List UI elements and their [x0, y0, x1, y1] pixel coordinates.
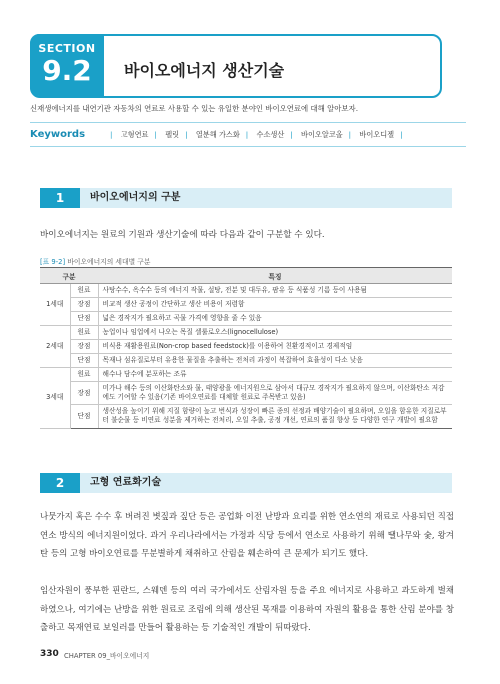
body-paragraph: 나뭇가지 혹은 수수 후 버려진 볏짚과 짚단 등은 공업화 이전 난방과 요리를 위한 연소연의 재료로 사용되던 직접 연소 방식의 에너지원이었다. 과거 우리나라에서는 가정과 식당 등에서 연소로 사용하기 위해 땔나무와 숯, 왕겨탄 등의 고형 바이오연료를 무분별하게 채취하고 산림을 훼손하여 큰 문제가 되기도 했다. — [40, 512, 454, 559]
category-cell: 단점 — [70, 405, 98, 428]
table-header-cell: 구분 — [40, 268, 98, 284]
section-heading-number: 2 — [40, 473, 80, 493]
table-caption — [40, 256, 150, 266]
feature-cell: 생산성을 높이기 위해 지질 함량이 높고 번식과 성장이 빠른 종의 선정과 배양기술이 필요하며, 오일을 함유한 지질로부터 불순물 등 비연료 성분을 제거하는 전처리, 오일 추출, 공정 개선, 연료의 품질 향상 등 다양한 연구 개발이 필요함 — [98, 405, 452, 428]
table-row — [40, 312, 452, 326]
generation-table — [40, 267, 452, 429]
keyword-item: 바이오디젤 — [359, 130, 395, 139]
keyword-item: 열분해 가스화 — [195, 130, 240, 139]
keyword-item: 펠릿 — [165, 130, 180, 139]
generation-cell: 3세대 — [40, 368, 70, 428]
table-row — [40, 368, 452, 382]
section-heading-1 — [40, 188, 452, 208]
section-heading-number: 1 — [40, 188, 80, 208]
category-cell: 장점 — [70, 298, 98, 312]
category-cell: 단점 — [70, 312, 98, 326]
keyword-item: 수소생산 — [256, 130, 285, 139]
page-title: 바이오에너지 생산기술 — [124, 61, 285, 80]
section-heading-2 — [40, 473, 452, 493]
feature-cell: 비식용 재활용원료(Non-crop based feedstock)를 이용하여 친환경적이고 경제적임 — [98, 340, 452, 354]
feature-cell: 목재나 섬유질로부터 유용한 물질을 추출하는 전처리 과정이 복잡하여 효율성이 다소 낮음 — [98, 354, 452, 368]
section-number-tab — [30, 34, 104, 96]
feature-cell: 비교적 생산 공정이 간단하고 생산 비용이 저렴함 — [98, 298, 452, 312]
divider — [30, 122, 466, 123]
table-header-cell: 특징 — [98, 268, 452, 284]
keyword-item: 고형연료 — [120, 130, 149, 139]
category-cell: 원료 — [70, 326, 98, 340]
feature-cell: 넓은 경작지가 필요하고 곡물 가격에 영향을 줄 수 있음 — [98, 312, 452, 326]
section-heading-title: 바이오에너지의 구분 — [90, 192, 181, 203]
keywords-label: Keywords — [30, 129, 86, 140]
table-row — [40, 382, 452, 405]
table-caption-text: 바이오에너지의 세대별 구분 — [67, 258, 151, 266]
body-paragraph: 임산자원이 풍부한 핀란드, 스웨덴 등의 여러 국가에서도 산림자원 등을 주요 에너지로 사용하고 과도하게 벌채하였으나, 여기에는 난방을 위한 원료로 조림에 의해 생산된 목재를 이용하여 자원의 활용을 통한 산림 분야를 창출하고 목재연료 보일러를 만들어 활용하는 등 기술적인 개발이 뒤따랐다. — [40, 586, 454, 633]
category-cell: 장점 — [70, 382, 98, 405]
table-header-row — [40, 268, 452, 284]
section-label: SECTION — [38, 42, 96, 55]
category-cell: 원료 — [70, 368, 98, 382]
chapter-label: CHAPTER 09_바이오에너지 — [64, 652, 150, 660]
divider — [30, 146, 466, 147]
table-caption-tag: [표 9-2] — [40, 258, 66, 266]
page-number: 330 — [40, 649, 59, 659]
table-row — [40, 340, 452, 354]
generation-cell: 1세대 — [40, 284, 70, 326]
intro-text: 신재생에너지를 내연기관 자동차의 연료로 사용할 수 있는 유일한 분야인 바이오연료에 대해 알아보자. — [30, 104, 359, 113]
section-number: 9.2 — [42, 54, 92, 87]
feature-cell: 미가나 해수 등의 이산화탄소와 물, 태양광을 에너지원으로 삼아서 대규모 경작지가 필요하지 않으며, 이산화탄소 저감에도 기여할 수 있음(기존 바이오연료를 대체할 원료로 주목받고 있음) — [98, 382, 452, 405]
keyword-item: 바이오알코올 — [301, 130, 343, 139]
keywords-list: | 고형연료 | 펠릿 | 열분해 가스화 | 수소생산 | 바이오알코올 | 바이오디젤 | — [110, 130, 403, 139]
table-row — [40, 284, 452, 298]
category-cell: 단점 — [70, 354, 98, 368]
category-cell: 장점 — [70, 340, 98, 354]
section-heading-title: 고형 연료화기술 — [90, 477, 162, 488]
section1-paragraph: 바이오에너지는 원료의 기원과 생산기술에 따라 다음과 같이 구분할 수 있다. — [40, 230, 325, 240]
table-row — [40, 298, 452, 312]
feature-cell: 농업이나 임업에서 나오는 목질 셀룰로오스(lignocellulose) — [98, 326, 452, 340]
category-cell: 원료 — [70, 284, 98, 298]
feature-cell: 해수나 담수에 분포하는 조류 — [98, 368, 452, 382]
table-row — [40, 326, 452, 340]
feature-cell: 사탕수수, 옥수수 등의 에너지 작물, 설탕, 전분 및 대두유, 팜유 등 식품성 기름 등이 사용됨 — [98, 284, 452, 298]
table-row — [40, 354, 452, 368]
generation-cell: 2세대 — [40, 326, 70, 368]
table-row — [40, 405, 452, 428]
